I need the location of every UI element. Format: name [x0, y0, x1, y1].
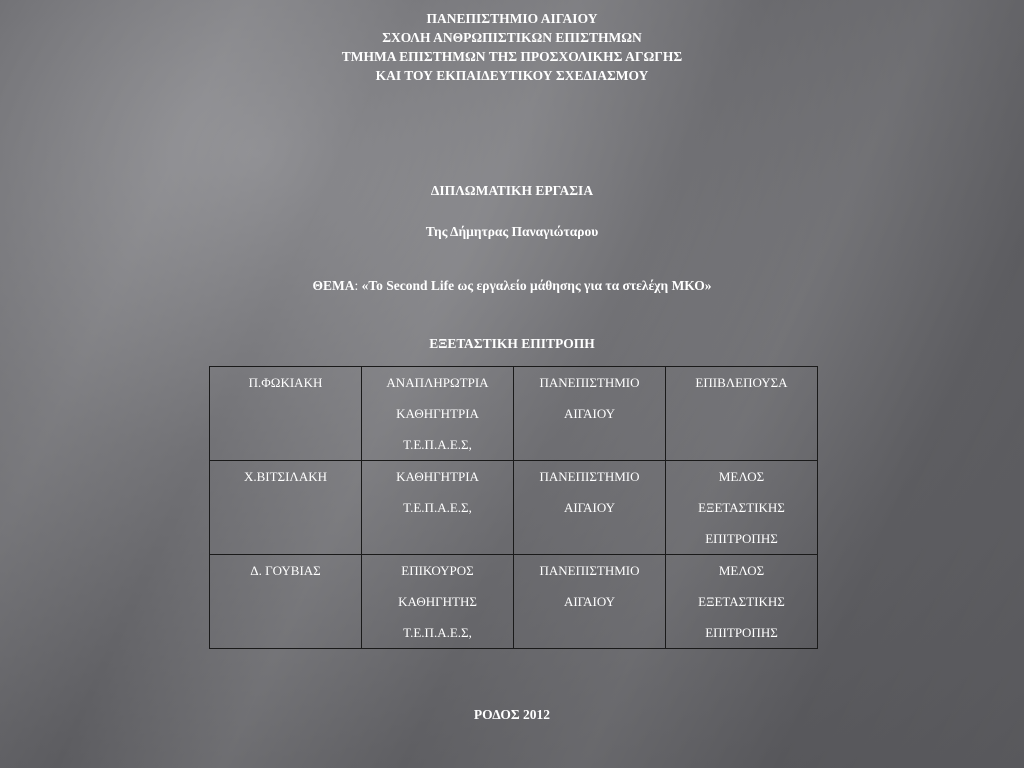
member-name: Χ.ΒΙΤΣΙΛΑΚΗ: [243, 469, 328, 484]
header-line-department: ΤΜΗΜΑ ΕΠΙΣΤΗΜΩΝ ΤΗΣ ΠΡΟΣΧΟΛΙΚΗΣ ΑΓΩΓΗΣ: [341, 49, 683, 64]
member-institution-line: ΠΑΝΕΠΙΣΤΗΜΙΟ: [539, 375, 640, 390]
member-name-cell: [210, 461, 362, 555]
header-line-university: ΠΑΝΕΠΙΣΤΗΜΙΟ ΑΙΓΑΙΟΥ: [426, 11, 598, 26]
member-institution-line: ΑΙΓΑΙΟΥ: [563, 500, 616, 515]
member-name: Δ. ΓΟΥΒΙΑΣ: [250, 563, 321, 578]
member-institution-cell: [514, 461, 666, 555]
member-institution-line: ΠΑΝΕΠΙΣΤΗΜΙΟ: [539, 469, 640, 484]
committee-table: [209, 366, 818, 649]
member-institution-line: ΑΙΓΑΙΟΥ: [563, 406, 616, 421]
member-role-line: ΕΠΙΤΡΟΠΗΣ: [705, 625, 778, 640]
member-role-line: ΕΞΕΤΑΣΤΙΚΗΣ: [698, 500, 785, 515]
member-institution-line: ΠΑΝΕΠΙΣΤΗΜΙΟ: [539, 563, 640, 578]
member-rank-line: ΚΑΘΗΓΗΤΡΙΑ: [396, 406, 479, 421]
member-rank-line: Τ.Ε.Π.Α.Ε.Σ,: [403, 437, 472, 452]
member-rank-cell: [362, 461, 514, 555]
member-institution-line: ΑΙΓΑΙΟΥ: [563, 594, 616, 609]
member-role-line: ΕΠΙΒΛΕΠΟΥΣΑ: [695, 375, 788, 390]
member-institution-cell: [514, 367, 666, 461]
member-name-cell: [210, 555, 362, 649]
topic-text: «Το Second Life ως εργαλείο μάθησης για τα στελέχη ΜΚΟ»: [361, 278, 712, 293]
member-role-cell: [666, 461, 818, 555]
table-row: [210, 367, 818, 461]
place-date-footer: ΡΟΔΟΣ 2012: [473, 707, 551, 722]
member-rank-line: ΚΑΘΗΓΗΤΡΙΑ: [396, 469, 479, 484]
member-rank-cell: [362, 555, 514, 649]
member-rank-line: ΑΝΑΠΛΗΡΩΤΡΙΑ: [386, 375, 489, 390]
author-line: Της Δήμητρας Παναγιώταρου: [425, 224, 599, 239]
header-line-department-cont: ΚΑΙ ΤΟΥ ΕΚΠΑΙΔΕΥΤΙΚΟΥ ΣΧΕΔΙΑΣΜΟΥ: [375, 68, 649, 83]
member-name-cell: [210, 367, 362, 461]
table-row: [210, 461, 818, 555]
member-rank-line: Τ.Ε.Π.Α.Ε.Σ,: [403, 625, 472, 640]
member-name: Π.ΦΩΚΙΑΚΗ: [248, 375, 323, 390]
member-rank-line: Τ.Ε.Π.Α.Ε.Σ,: [403, 500, 472, 515]
thesis-title: ΔΙΠΛΩΜΑΤΙΚΗ ΕΡΓΑΣΙΑ: [430, 183, 594, 198]
topic-separator: :: [354, 278, 362, 293]
table-row: [210, 555, 818, 649]
topic-line: [0, 278, 1024, 294]
member-rank-line: ΚΑΘΗΓΗΤΗΣ: [398, 594, 477, 609]
member-role-cell: [666, 367, 818, 461]
topic-label: ΘΕΜΑ: [312, 278, 355, 293]
committee-title: ΕΞΕΤΑΣΤΙΚΗ ΕΠΙΤΡΟΠΗ: [429, 336, 595, 351]
member-role-line: ΜΕΛΟΣ: [718, 469, 765, 484]
member-role-line: ΜΕΛΟΣ: [718, 563, 765, 578]
member-rank-cell: [362, 367, 514, 461]
university-header: [0, 9, 1024, 85]
member-institution-cell: [514, 555, 666, 649]
member-rank-line: ΕΠΙΚΟΥΡΟΣ: [401, 563, 474, 578]
member-role-line: ΕΠΙΤΡΟΠΗΣ: [705, 531, 778, 546]
member-role-line: ΕΞΕΤΑΣΤΙΚΗΣ: [698, 594, 785, 609]
header-line-school: ΣΧΟΛΗ ΑΝΘΡΩΠΙΣΤΙΚΩΝ ΕΠΙΣΤΗΜΩΝ: [382, 30, 642, 45]
member-role-cell: [666, 555, 818, 649]
